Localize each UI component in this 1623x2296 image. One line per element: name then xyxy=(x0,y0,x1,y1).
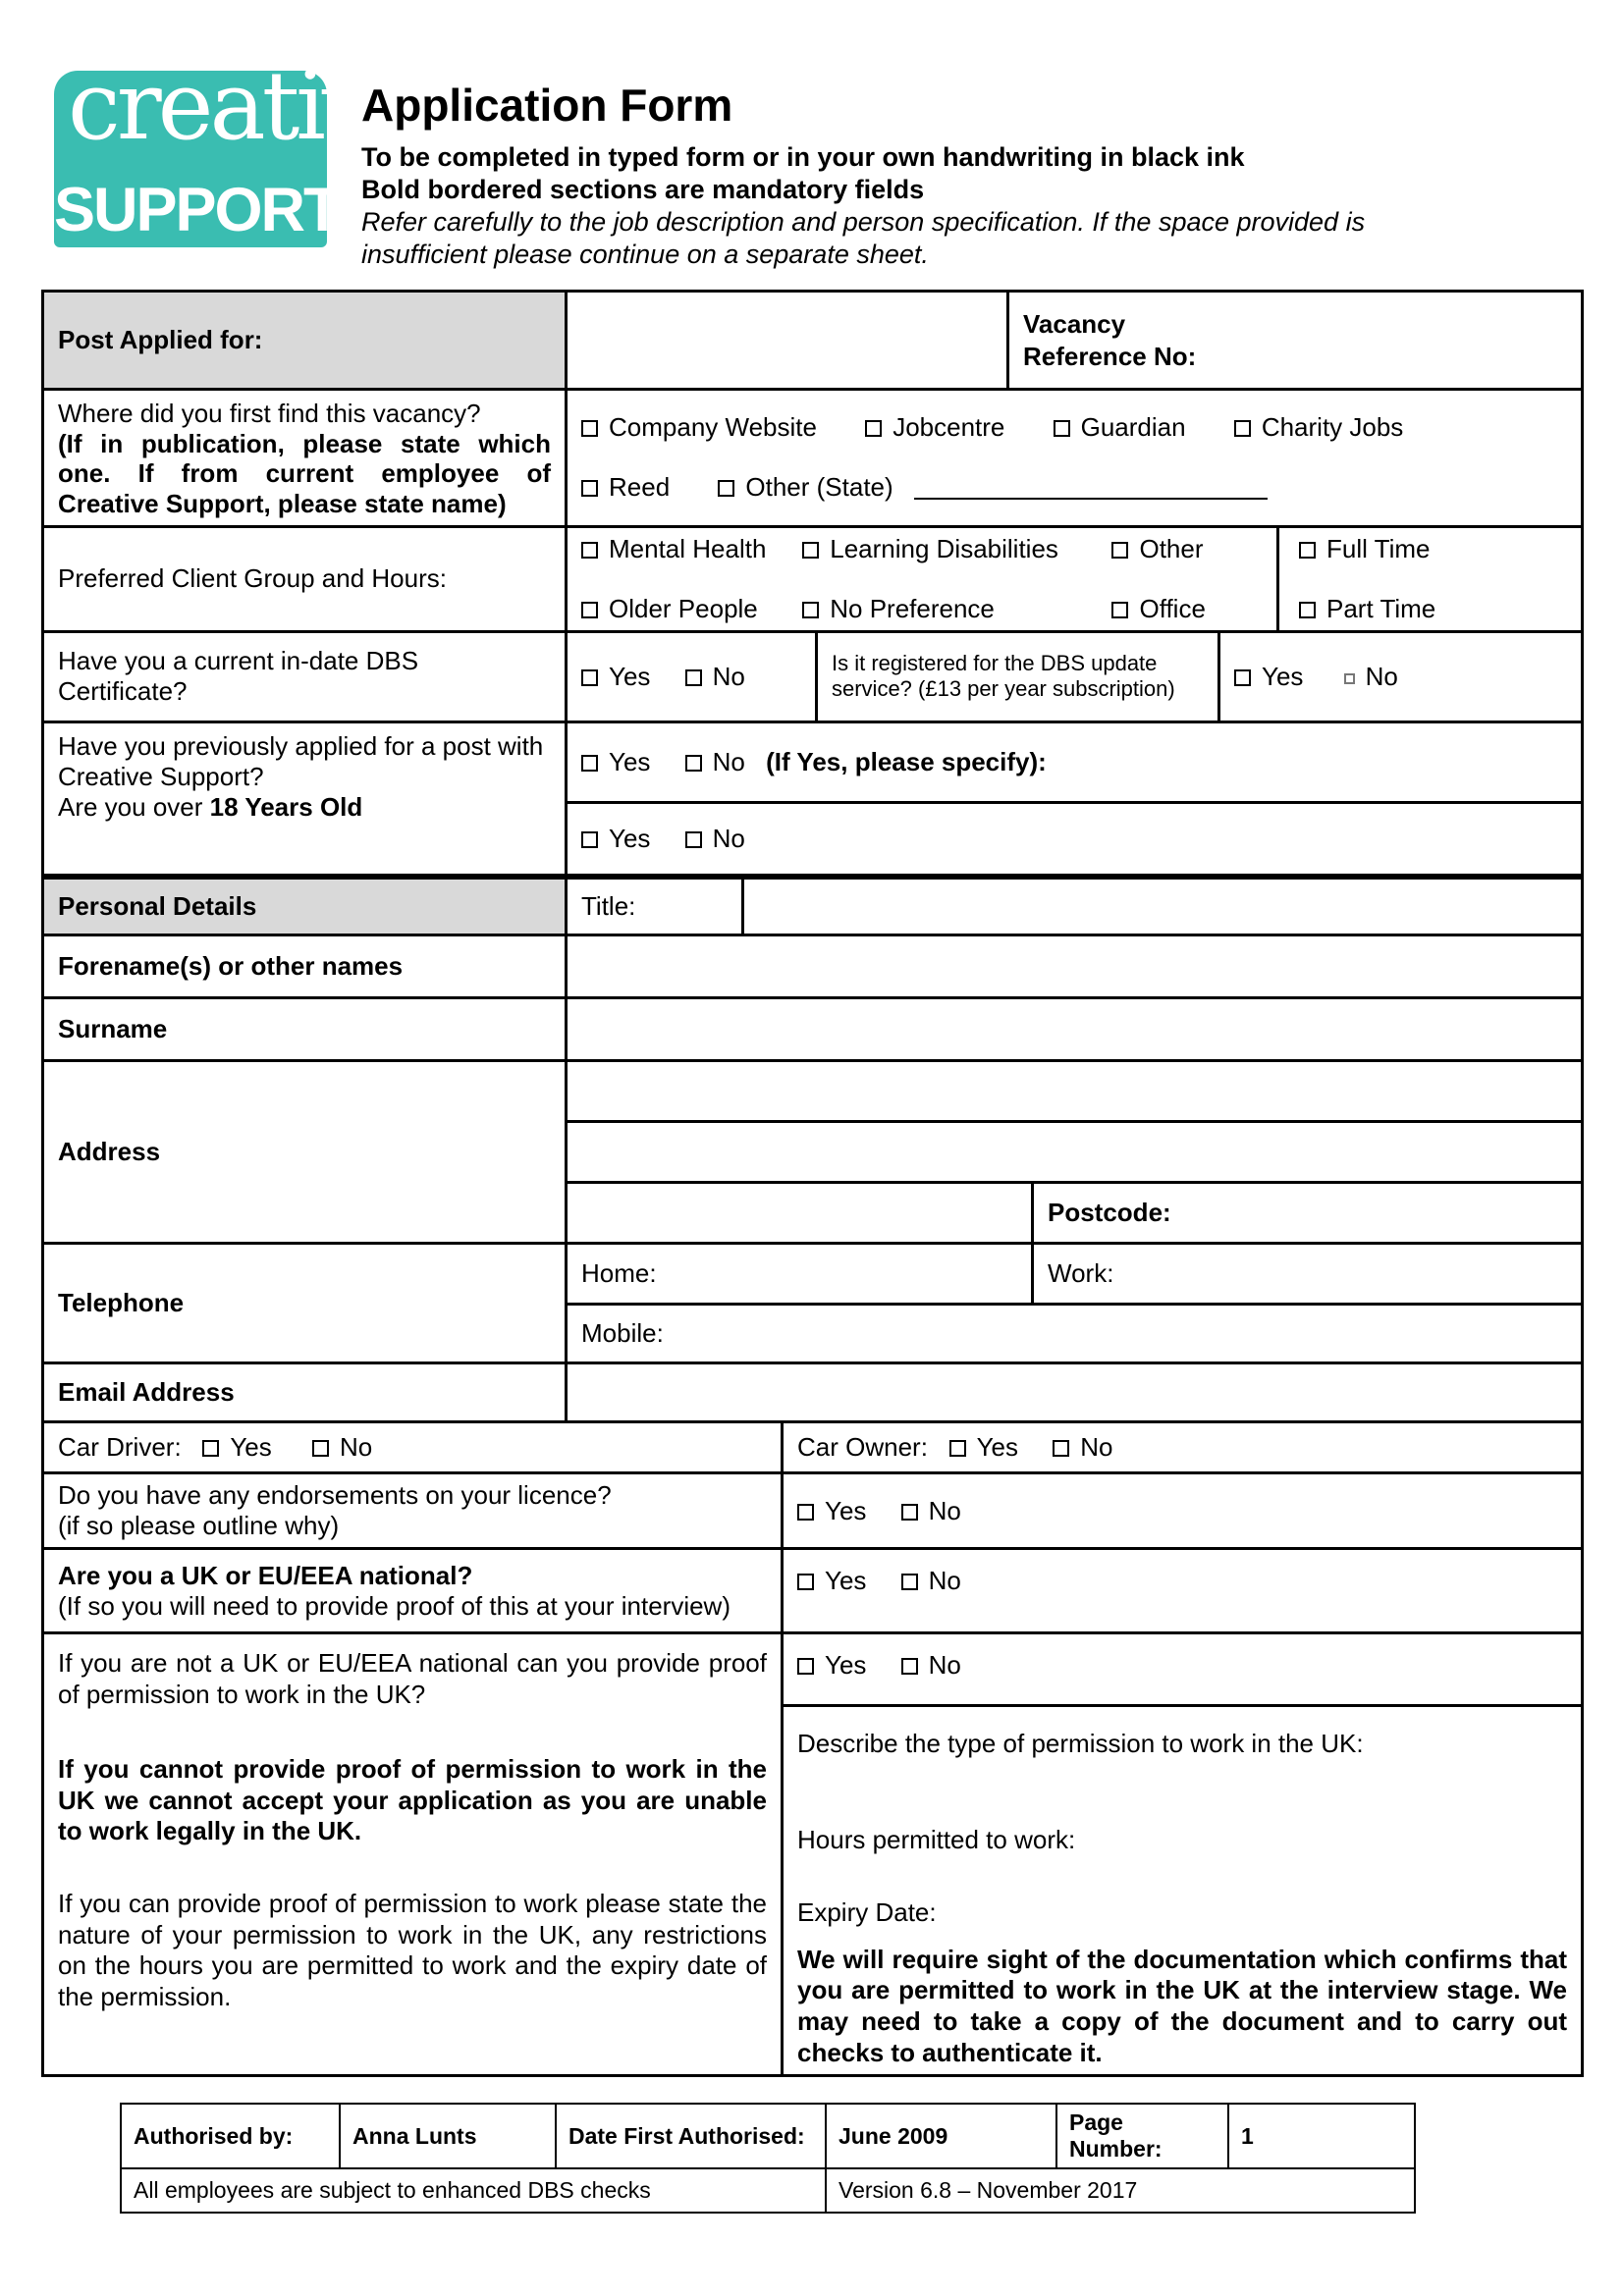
option-dbs-yes[interactable]: Yes xyxy=(581,662,650,692)
age-question: Are you over 18 Years Old xyxy=(58,792,363,823)
email-label: Email Address xyxy=(43,1363,567,1422)
forename-input-cell[interactable] xyxy=(567,935,1583,998)
option-permission-no[interactable]: No xyxy=(901,1650,961,1681)
option-dbs-no[interactable]: No xyxy=(685,662,745,692)
previous-specify-label: (If Yes, please specify): xyxy=(766,746,1047,776)
surname-label: Surname xyxy=(43,998,567,1061)
documentation-note: We will require sight of the documentation which confirms that you are permitted to work in the UK at the interview stage. We may need to take a copy of the document and to carry out checks to authenticate it. xyxy=(797,1944,1568,2067)
client-group-label: Preferred Client Group and Hours: xyxy=(43,526,567,631)
option-endorsements-yes[interactable]: Yes xyxy=(797,1496,866,1526)
post-applied-input-cell[interactable] xyxy=(567,292,1008,390)
checkbox-older-people-icon[interactable] xyxy=(581,602,598,618)
option-uk-national-yes[interactable]: Yes xyxy=(797,1566,866,1596)
authorised-by-label: Authorised by: xyxy=(121,2104,340,2168)
option-part-time[interactable]: Part Time xyxy=(1299,594,1435,624)
telephone-home-cell[interactable] xyxy=(567,1244,1033,1305)
checkbox-no-preference-icon[interactable] xyxy=(802,602,819,618)
dbs-question: Have you a current in-date DBS Certificate? xyxy=(43,631,567,721)
option-previous-no[interactable]: No xyxy=(685,747,745,777)
logo-creative-text: creative xyxy=(68,51,424,161)
option-car-owner-yes[interactable]: Yes xyxy=(949,1432,1018,1463)
checkbox-endorsements-yes-icon[interactable] xyxy=(797,1504,814,1521)
logo xyxy=(54,51,424,247)
client-group-options-cell xyxy=(567,526,1278,631)
email-input-cell[interactable] xyxy=(567,1363,1583,1422)
checkbox-uk-national-no-icon[interactable] xyxy=(901,1574,918,1590)
option-permission-yes[interactable]: Yes xyxy=(797,1650,866,1681)
age-yes-no-cell xyxy=(567,802,1583,875)
option-jobcentre[interactable]: Jobcentre xyxy=(865,412,1004,443)
instruction-line-1: To be completed in typed form or in your own handwriting in black ink xyxy=(361,142,1245,172)
car-owner-label: Car Owner: xyxy=(797,1432,928,1462)
car-owner-cell xyxy=(783,1422,1583,1473)
checkbox-previous-yes-icon[interactable] xyxy=(581,755,598,772)
checkbox-dbs-update-yes-icon[interactable] xyxy=(1234,669,1251,686)
option-office[interactable]: Office xyxy=(1111,594,1205,624)
permission-yes-no-cell xyxy=(783,1633,1583,1706)
vacancy-source-question-cell xyxy=(43,390,567,527)
permission-to-work-cell xyxy=(43,1633,783,2076)
postcode-label: Postcode: xyxy=(1048,1198,1171,1227)
postcode-cell[interactable] xyxy=(1033,1183,1583,1244)
vacancy-reference-cell[interactable] xyxy=(1008,292,1583,390)
option-car-driver-no[interactable]: No xyxy=(312,1432,372,1463)
checkbox-other-icon[interactable] xyxy=(718,480,734,497)
page-number-label: Page Number: xyxy=(1056,2104,1228,2168)
vacancy-source-question: Where did you first find this vacancy? xyxy=(58,399,481,428)
checkbox-mental-health-icon[interactable] xyxy=(581,542,598,559)
address-line1-input-cell[interactable] xyxy=(567,1061,1583,1122)
option-car-owner-no[interactable]: No xyxy=(1053,1432,1112,1463)
instruction-note: Refer carefully to the job description and person specification. If the space provided is insufficient please continue on a separate sheet. xyxy=(361,206,1366,269)
checkbox-part-time-icon[interactable] xyxy=(1299,602,1316,618)
home-label: Home: xyxy=(581,1258,657,1288)
uk-national-note: (If so you will need to provide proof of this at your interview) xyxy=(58,1590,730,1621)
checkbox-car-driver-yes-icon[interactable] xyxy=(202,1440,219,1457)
endorsements-yes-no-cell xyxy=(783,1473,1583,1549)
option-car-driver-yes[interactable]: Yes xyxy=(202,1432,271,1463)
personal-details-section-label: Personal Details xyxy=(43,879,567,935)
option-uk-national-no[interactable]: No xyxy=(901,1566,961,1596)
dbs-update-question: Is it registered for the DBS update service? (£13 per year subscription) xyxy=(817,631,1219,721)
address-line2-input-cell[interactable] xyxy=(567,1122,1583,1183)
option-age-no[interactable]: No xyxy=(685,824,745,854)
checkbox-uk-national-yes-icon[interactable] xyxy=(797,1574,814,1590)
address-label: Address xyxy=(43,1061,567,1244)
car-driver-label: Car Driver: xyxy=(58,1432,182,1462)
option-dbs-update-yes[interactable]: Yes xyxy=(1234,662,1303,692)
option-no-preference[interactable]: No Preference xyxy=(802,594,1105,624)
option-reed[interactable]: Reed xyxy=(581,472,670,503)
vacancy-source-options-cell xyxy=(567,390,1583,527)
authorised-by-value: Anna Lunts xyxy=(340,2104,556,2168)
option-full-time[interactable]: Full Time xyxy=(1299,534,1430,564)
uk-national-question-cell xyxy=(43,1549,783,1633)
checkbox-previous-no-icon[interactable] xyxy=(685,755,702,772)
other-state-input-line[interactable] xyxy=(914,476,1268,500)
checkbox-guardian-icon[interactable] xyxy=(1054,420,1070,437)
option-age-yes[interactable]: Yes xyxy=(581,824,650,854)
option-learning-disabilities[interactable]: Learning Disabilities xyxy=(802,534,1105,564)
title-input-cell[interactable] xyxy=(743,879,1583,935)
telephone-mobile-cell[interactable] xyxy=(567,1305,1583,1363)
can-provide-proof-note: If you can provide proof of permission to work please state the nature of your permission to work in the UK, any restrictions on the hours you are permitted to work and the expiry date of the permission. xyxy=(58,1888,767,2012)
checkbox-full-time-icon[interactable] xyxy=(1299,542,1316,559)
car-driver-cell xyxy=(43,1422,783,1473)
uk-national-question: Are you a UK or EU/EEA national? xyxy=(58,1560,473,1590)
checkbox-dbs-update-no-icon[interactable] xyxy=(1344,673,1355,684)
not-uk-question: If you are not a UK or EU/EEA national can you provide proof of permission to work in the UK? xyxy=(58,1648,767,1710)
uk-national-yes-no-cell xyxy=(783,1549,1583,1633)
checkbox-dbs-no-icon[interactable] xyxy=(685,669,702,686)
checkbox-car-driver-no-icon[interactable] xyxy=(312,1440,329,1457)
checkbox-other-client-group-icon[interactable] xyxy=(1111,542,1128,559)
checkbox-car-owner-yes-icon[interactable] xyxy=(949,1440,966,1457)
title-label: Title: xyxy=(567,879,743,935)
telephone-label: Telephone xyxy=(43,1244,567,1363)
personal-details-table xyxy=(41,877,1584,2077)
date-first-authorised-label: Date First Authorised: xyxy=(556,2104,826,2168)
checkbox-permission-yes-icon[interactable] xyxy=(797,1658,814,1675)
logo-support-text: SUPPORT xyxy=(54,176,340,244)
dbs-yes-no-cell xyxy=(567,631,817,721)
permission-details-cell[interactable] xyxy=(783,1706,1583,2076)
address-line3-input-cell[interactable] xyxy=(567,1183,1033,1244)
vacancy-table xyxy=(41,290,1584,877)
checkbox-age-no-icon[interactable] xyxy=(685,831,702,848)
cannot-provide-proof-note: If you cannot provide proof of permission to work in the UK we cannot accept your application as you are unable to work legally in the UK. xyxy=(58,1753,767,1846)
previous-application-question: Have you previously applied for a post with Creative Support? xyxy=(58,730,544,791)
checkbox-office-icon[interactable] xyxy=(1111,602,1128,618)
endorsements-question-cell xyxy=(43,1473,783,1549)
page-number-value: 1 xyxy=(1228,2104,1415,2168)
page-title: Application Form xyxy=(361,80,733,131)
work-label: Work: xyxy=(1048,1258,1114,1288)
expiry-date-label: Expiry Date: xyxy=(797,1896,937,1927)
forename-label: Forename(s) or other names xyxy=(43,935,567,998)
option-previous-yes[interactable]: Yes xyxy=(581,747,650,777)
instruction-line-2: Bold bordered sections are mandatory fields xyxy=(361,174,925,204)
post-applied-label: Post Applied for: xyxy=(43,292,567,390)
checkbox-dbs-yes-icon[interactable] xyxy=(581,669,598,686)
checkbox-learning-disabilities-icon[interactable] xyxy=(802,542,819,559)
vacancy-reference-label: Vacancy Reference No: xyxy=(1023,309,1197,371)
date-first-authorised-value: June 2009 xyxy=(826,2104,1056,2168)
option-other-client-group[interactable]: Other xyxy=(1111,534,1203,564)
hours-permitted-label: Hours permitted to work: xyxy=(797,1825,1076,1855)
hours-options-cell xyxy=(1278,526,1583,631)
option-mental-health[interactable]: Mental Health xyxy=(581,534,795,564)
footer-table xyxy=(120,2103,1416,2214)
checkbox-company-website-icon[interactable] xyxy=(581,420,598,437)
mobile-label: Mobile: xyxy=(581,1318,664,1348)
header xyxy=(361,79,1579,271)
option-company-website[interactable]: Company Website xyxy=(581,412,817,443)
describe-permission-label: Describe the type of permission to work in the UK: xyxy=(797,1729,1364,1759)
vacancy-source-note: (If in publication, please state which one. If from current employee of Creative Support, please state name) xyxy=(58,428,551,519)
checkbox-charity-jobs-icon[interactable] xyxy=(1234,420,1251,437)
checkbox-jobcentre-icon[interactable] xyxy=(865,420,882,437)
option-charity-jobs[interactable]: Charity Jobs xyxy=(1234,412,1404,443)
checkbox-permission-no-icon[interactable] xyxy=(901,1658,918,1675)
option-other-state[interactable]: Other (State) xyxy=(718,472,893,503)
checkbox-age-yes-icon[interactable] xyxy=(581,831,598,848)
option-endorsements-no[interactable]: No xyxy=(901,1496,961,1526)
telephone-work-cell[interactable] xyxy=(1033,1244,1583,1305)
checkbox-endorsements-no-icon[interactable] xyxy=(901,1504,918,1521)
dbs-checks-note: All employees are subject to enhanced DBS checks xyxy=(121,2168,826,2213)
option-dbs-update-no[interactable]: No xyxy=(1344,662,1398,692)
surname-input-cell[interactable] xyxy=(567,998,1583,1061)
checkbox-car-owner-no-icon[interactable] xyxy=(1053,1440,1069,1457)
option-guardian[interactable]: Guardian xyxy=(1054,412,1186,443)
option-older-people[interactable]: Older People xyxy=(581,594,795,624)
version-info: Version 6.8 – November 2017 xyxy=(826,2168,1415,2213)
dbs-update-yes-no-cell xyxy=(1219,631,1583,721)
previous-application-yes-no-cell xyxy=(567,721,1583,802)
previous-and-age-questions-cell xyxy=(43,721,567,875)
endorsements-question: Do you have any endorsements on your licence? xyxy=(58,1480,612,1510)
checkbox-reed-icon[interactable] xyxy=(581,480,598,497)
endorsements-question-note: (if so please outline why) xyxy=(58,1511,340,1541)
